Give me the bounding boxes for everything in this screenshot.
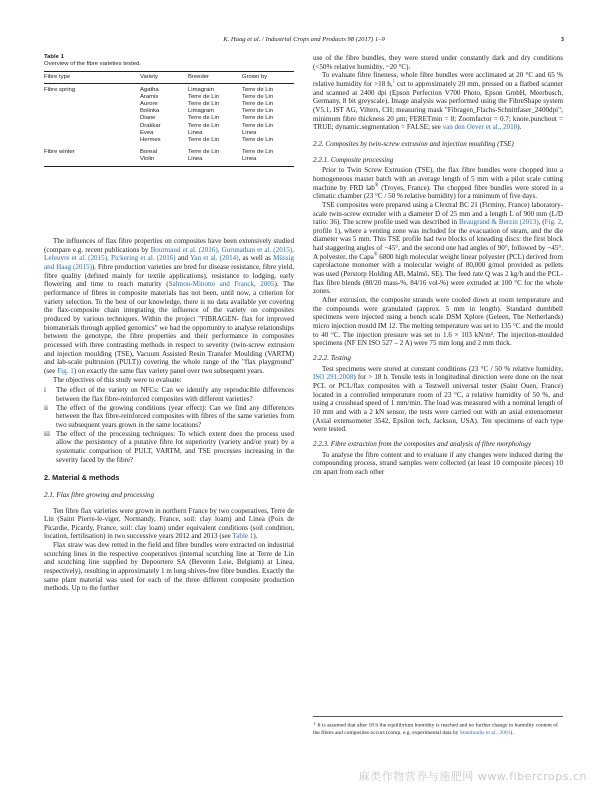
table-cell: Terre de Lin: [188, 93, 220, 100]
table-spacer: [44, 167, 294, 237]
citation-link[interactable]: Stamboulis et al., 2001: [459, 729, 511, 736]
table-cell: Terre de Lin: [242, 115, 274, 122]
running-head-text: K. Haag et al. / Industrial Crops and Products 98 (2017) 1–9: [223, 36, 385, 43]
running-head: [44, 36, 564, 48]
citation-link[interactable]: Yan et al. (2014): [190, 254, 239, 263]
paragraph-objectives-intro: The objectives of this study were to evaluate:: [53, 375, 182, 384]
table-cell: Fibre spring: [44, 86, 76, 93]
section-heading: 2. Material & methods: [44, 473, 120, 483]
table-1: [44, 54, 294, 167]
table-cell: Boreal: [140, 149, 158, 156]
table-cell: Terre de Lin: [242, 149, 274, 156]
citation-link[interactable]: van den Oever et al., 2010: [442, 123, 518, 132]
page-number: 3: [560, 36, 564, 43]
right-column: [313, 54, 563, 477]
objectives-list: [44, 386, 294, 464]
table-cell: Linea: [188, 129, 203, 136]
table-row: [44, 94, 294, 101]
table-cell: Terre de Lin: [188, 122, 220, 129]
table-header-cell: Fibre type: [44, 74, 71, 81]
list-item: iii The effect of the processing techniques: To which extent does the process used allow the persistency of a putative fibre lot superiority (variety and/or year) by a systematic comparison of PULT, VARTM, and TSE processes increasing in the severity faced by the fibre?: [44, 429, 294, 464]
table-row: [44, 115, 294, 122]
table-cell: Limagrain: [188, 108, 214, 115]
subsubsection-heading: 2.2.1. Composite processing: [313, 155, 394, 164]
table-row: [44, 108, 294, 115]
footnote-marker: 1: [313, 721, 316, 726]
paragraph-retting: Flax straw was dew retted in the field and fibre bundles were extracted on industrial scutching lines in the respective cooperatives (internal scutching line at Terre de Lin and scutching line supplied by Depoortere SA (Beveren Leie, Belgium) at Linea, respectively), resulting in approximately 1 m long shives-free fibre bundles. Exactly the same plant material was used for each of the three different composite production methods. Up to the further: [44, 541, 294, 593]
table-cell: Terre de Lin: [242, 93, 274, 100]
table-title: Table 1: [44, 54, 64, 60]
table-cell: Terre de Lin: [242, 101, 274, 108]
table-row: [44, 101, 294, 108]
citation-link[interactable]: Salmon-Minotte and Franck, 2005: [168, 280, 275, 289]
citation-link[interactable]: Bourmaud et al. (2016), Gurunathan et al. (2015), Lefeuvre et al. (2015), Pickering et al. (2016): [44, 245, 294, 263]
subsection-heading: 2.1. Flax fibre growing and processing: [44, 490, 155, 499]
list-item: ii The effect of the growing conditions (year effect): Can we find any differences between the flax fibre-reinforced composites with fibres of the same varieties from two subsequent years grown in the same locations?: [44, 403, 294, 429]
table-cell: Terre de Lin: [242, 137, 274, 144]
table-row: [44, 84, 294, 94]
table-cell: Limagrain: [188, 86, 214, 93]
table-cell: Terre de Lin: [188, 115, 220, 122]
table-cell: Drakkar: [140, 122, 161, 129]
citation-link[interactable]: Beaugrand & Berzin (2013): [458, 218, 539, 227]
table-cell: Diane: [140, 115, 156, 122]
table-cell: Fibre winter: [44, 149, 75, 156]
figure-link[interactable]: Fig. 2: [544, 218, 562, 227]
footnote-ref[interactable]: 1: [392, 79, 395, 85]
table-header-cell: Grown by: [242, 74, 268, 81]
figure-link[interactable]: Fig. 1: [57, 366, 74, 375]
table-cell: Terre de Lin: [188, 137, 220, 144]
table-cell: Terre de Lin: [242, 122, 274, 129]
paragraph-storage: use of the fibre bundles, they were stored under constantly dark and dry conditions (<50% relative humidity, ~20 °C).: [313, 54, 563, 71]
footnote: $^1$ It is assumed that after 18 h the equilibrium humidity is reached and no further change in humidity content of the fibres and composites occurs (comp. e.g. experimental data by Stamboulis et al., 2001).: [313, 716, 563, 736]
table-cell: Terre de Lin: [188, 149, 220, 156]
table-caption: Overview of the fibre varieties tested.: [44, 61, 141, 68]
table-cell: Terre de Lin: [242, 108, 274, 115]
table-cell: Terre de Lin: [242, 86, 274, 93]
table-cell: Aramis: [140, 93, 159, 100]
subsubsection-heading: 2.2.2. Testing: [313, 354, 351, 362]
table-cell: Bolinka: [140, 108, 160, 115]
table-header-cell: Breeder: [188, 74, 209, 81]
paragraph-fineness: To evaluate fibre fineness, whole fibre bundles were acclimated at 20 °C and 65 % relative humidity for >18 h,$^1$ cut to approximately 20 mm, pressed on a flatbed scanner and scanned at 2400 dpi (Epson Perfection V700 Photo, Epson GmbH, Meerbusch, Germany, 8 bit greyscale). Image analysis was performed using the FibreShape system (V5.1, IST AG, Vilters, CH; measuring mask "Fibragen_Flachs-Schnittfaser_2400dpi"; minimum fibre thickness 20 µm; FERETmin = 8; Zoomfactor = 0.7; knote.punchout = TRUE; dynamic.segmentation = FALSE; see van den Oever et al., 2010).: [313, 71, 563, 132]
paragraph-injection: After extrusion, the composite strands were cooled down at room temperature and the compounds were granulated (approx. 5 mm in length). Standard dumbbell specimens were injected using a bench scale DSM Xplore (Geleen, The Netherlands) micro injection mould IM 12. The melting temperature was set to 135 °C and the mould to 40 °C. The injection pressure was set to 1.6 × 103 kN/m². The injection-moulded specimens (NF EN ISO 527 – 2 A) were 75 mm long and 2 mm thick.: [313, 296, 563, 348]
paragraph-extruder: TSE composites were prepared using a Clextral BC 21 (Firminy, France) laboratory-scale twin-screw extruder with a diameter D of 25 mm and a length L of 900 mm (L/D ratio: 36). The screw profile used was described in Beaugrand & Berzin (2013), (Fig. 2, profile 1), where a venting zone was included for the evacuation of steam, and the die diameter was 5 mm. This TSE profile had two blocks of kneading discs: the first block had staggering angles of −45°, and the second one had angles of 90°, followed by −45°. A polyester, the Capa® 6800 high molecular weight linear polyester (PCL) derived from caprolactone monomer with a molecular weight of 80,000 g/mol provided as pellets was used (Perstorp Holding AB, Malmö, SE). The feed rate Q was 2 kg/h and the PCL-flax fibre blends (80/20 mass-%, 84/16 vol-%) were extruded at 100 °C for the whole zones.: [313, 200, 563, 296]
paragraph-varieties: Ten fibre flax varieties were grown in northern France by two cooperatives, Terre de Lin (Saint Pierre-le-viger, Normandy, France, soil: clay loam) and Linea (Poix de Picardie, Picardy, France, soil: clay loam) under equivalent conditions (soil condition, location, fertilisation) in two successive years 2012 and 2013 (see Table 1).: [44, 506, 294, 541]
paragraph-testing: Test specimens were stored at constant conditions (23 °C / 50 % relative humidity, ISO 291:2008) for > 18 h. Tensile tests in longitudinal direction were done on the neat PCL or PCL/flax composites with a Testwell universal tester (Saint Ouen, France) located in a controlled temperature room of 23 °C, a relative humidity of 50 %, and using a crosshead speed of 1 mm/min. The load was measured with a nominal length of 10 mm and with a 2 kN sensor, the tests were carried out with an axial extensometer (Axial extensometer 3542, Epsilon tech, Jackson, USA). Ten specimens of each type were tested.: [313, 364, 563, 434]
table-cell: Linea: [188, 156, 203, 163]
citation-link[interactable]: ISO 291:2008: [313, 373, 354, 382]
subsection-heading: 2.2. Composites by twin-screw extrusion and injection moulding (TSE): [313, 139, 514, 148]
table-cell: Violin: [140, 156, 155, 163]
citation-link[interactable]: Müssig and Haag (2015): [44, 254, 295, 272]
table-header-row: [44, 72, 294, 84]
table-cell: Terre de Lin: [188, 101, 220, 108]
paragraph-intro: The influences of flax fibre properties on composites have been extensively studied (compare e.g. recent publications by Bourmaud et al. (2016), Gurunathan et al. (2015), Lefeuvre et al. (2015), Pickering et al. (2016) and Yan et al. (2014), as well as Müssig and Haag (2015)). Fibre production varieties are bred for disease resistance, fibre yield, fibre quality (defined mainly for textile applications), resistance to lodging, early flowering and time to reach maturity (Salmon-Minotte and Franck, 2005). The performance of fibres in composite materials has not been, until now, a criterion for variety selection. To the best of our knowledge, there is no data available yet covering the flax-composite chain integrating the influence of the variety on composites produced by various techniques. Within the project "FIBRAGEN- flax for improved biomaterials through applied genomics" we had the opportunity to analyse relationships between the genotype, the fibre properties and their performance in composites processed with three contrasting methods in respect to severity (twin-screw extrusion and injection moulding (TSE), Vacuum Assisted Resin Transfer Moulding (VARTM) and lab-scale pultrusion (PULT)) covering the whole range of the "flax playground" (see Fig. 1) on exactly the same flax variety panel over two subsequent years.: [44, 237, 295, 375]
table-row: [44, 130, 294, 137]
table-link[interactable]: Table 1: [232, 532, 254, 541]
table-row: [44, 123, 294, 130]
table-row: [44, 156, 294, 166]
table-cell: Hermes: [140, 137, 161, 144]
table-row: [44, 147, 294, 157]
table-row: [44, 137, 294, 147]
subsubsection-heading: 2.2.3. Fibre extraction from the composites and analysis of fibre morphology: [313, 439, 532, 448]
paragraph-chopping: Prior to Twin Screw Extrusion (TSE), the flax fibre bundles were chopped into a homogeneous master batch with an average length of 5 mm with a pilot scale cutting machine by FRD lab® (Troyes, France). The chopped fibre bundles were stored in a climatic chamber (23 °C / 50 % relative humidity) for a minimum of five days.: [313, 166, 563, 201]
left-column: [44, 54, 294, 593]
list-item: i The effect of the variety on NFCs: Can we identify any reproducible differences between the flax fibre-reinforced composites with different varieties?: [44, 386, 294, 403]
table-cell: Evea: [140, 129, 154, 136]
table-1-grid: [44, 71, 294, 167]
table-cell: Aurore: [140, 101, 158, 108]
table-cell: Agatha: [140, 86, 159, 93]
table-cell: Linea: [242, 156, 257, 163]
watermark: 麻类作物营养与施肥网 www.fibercrops.cn: [358, 770, 587, 783]
table-cell: Linea: [242, 129, 257, 136]
table-header-cell: Variety: [140, 74, 158, 81]
paragraph-extraction: To analyse the fibre content and to evaluate if any changes were induced during the compounding process, strand samples were collected (at least 10 composite pieces) 10 cm apart from each other: [313, 450, 563, 476]
